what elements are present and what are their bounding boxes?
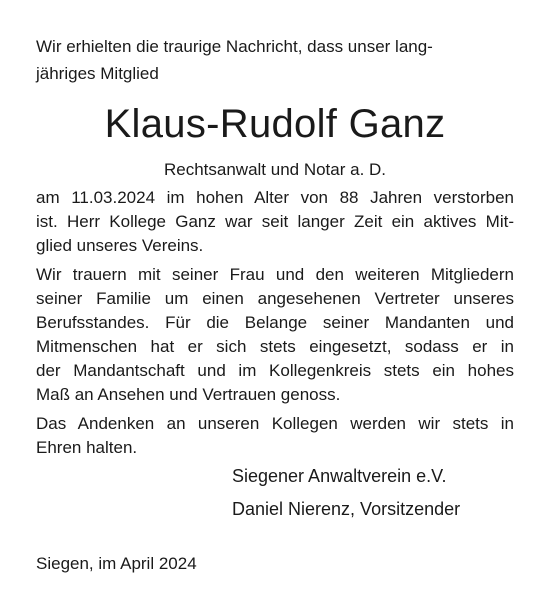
signatory-name: Daniel Nierenz, Vorsitzender [232,499,461,519]
deceased-name: Klaus-Rudolf Ganz [104,102,446,146]
text-line: der Mandantschaft und im Kollegenkreis stets ein hohes [36,361,514,380]
organization-name: Siegener Anwaltverein e.V. [232,466,447,486]
place-and-date: Siegen, im April 2024 [36,554,197,573]
paragraph-mourning [36,263,514,407]
obituary-body [36,186,514,465]
intro-line: Wir erhielten die traurige Nachricht, dass unser lang- [36,37,433,56]
deceased-profession: Rechtsanwalt und Notar a. D. [163,160,387,179]
intro-text [36,33,476,87]
signature-block [232,460,460,526]
text-line: Maß an Ansehen und Vertrauen genoss. [36,385,341,404]
text-line: seiner Familie um einen angesehenen Vertreter unseres [36,289,514,308]
text-line: glied unseres Vereins. [36,236,204,255]
text-line: Berufsstandes. Für die Belange seiner Mandanten und [36,313,514,332]
text-line: Ehren halten. [36,438,138,457]
paragraph-remembrance [36,412,514,460]
text-line: Wir trauern mit seiner Frau und den weiteren Mitgliedern [36,265,514,284]
text-line: Mitmenschen hat er sich stets eingesetzt, sodass er in [36,337,514,356]
text-line: Das Andenken an unseren Kollegen werden wir stets in [36,414,514,433]
text-line: ist. Herr Kollege Ganz war seit langer Zeit ein aktives Mit- [36,212,514,231]
text-line: am 11.03.2024 im hohen Alter von 88 Jahren verstorben [36,188,514,207]
intro-line: jähriges Mitglied [36,64,159,83]
paragraph-death-notice [36,186,514,258]
